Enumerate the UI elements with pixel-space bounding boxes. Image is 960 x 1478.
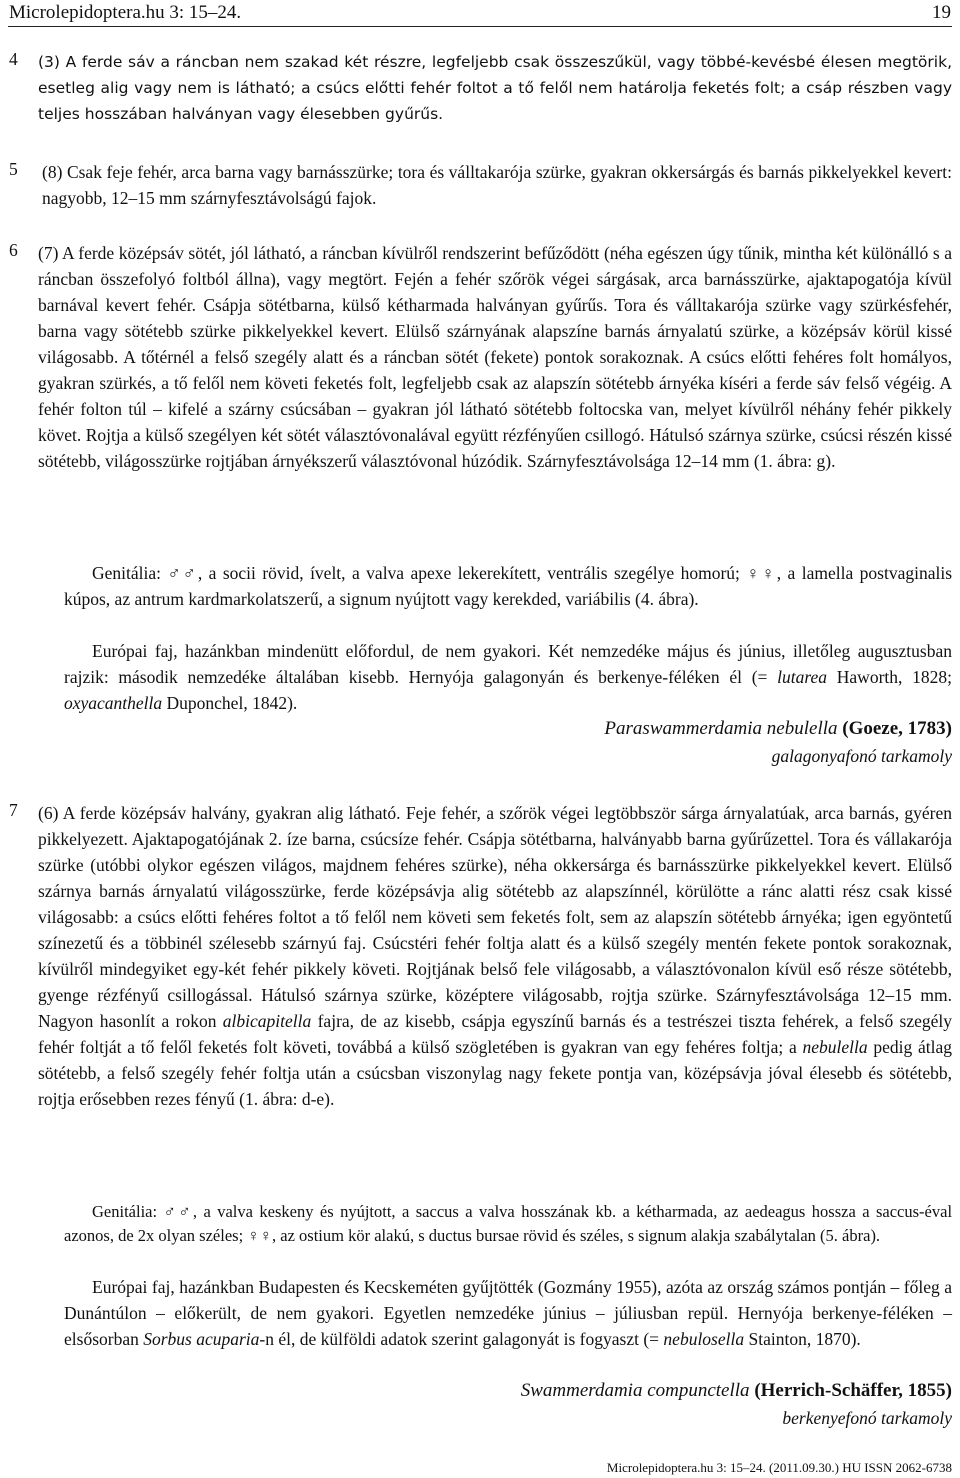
couplet-6-genitalia [64, 560, 952, 612]
genitalia-label: Genitália: [92, 1202, 158, 1221]
host-plant: Sorbus acuparia [143, 1329, 260, 1349]
couplet-number-5: 5 [9, 159, 18, 179]
species-name: Paraswammerdamia nebulella [604, 718, 838, 739]
page-number: 19 [932, 2, 951, 23]
species-heading-1 [604, 718, 952, 740]
common-name-2: berkenyefonó tarkamoly [782, 1408, 952, 1428]
genitalia-female-text: , az ostium kör alakú, s ductus bursae rövid és széles, s signum alakja szabálytalan (5. ábra). [272, 1226, 881, 1245]
synonym-1: lutarea [777, 667, 828, 687]
couplet-number-7: 7 [9, 800, 18, 820]
couplet-6-distribution [64, 638, 952, 716]
genitalia-label: Genitália: [92, 563, 162, 583]
species-author: (Herrich-Schäffer, 1855) [754, 1380, 952, 1401]
related-species-1: albicapitella [222, 1011, 312, 1031]
distribution-text-a: Európai faj, hazánkban Budapesten és Kecskeméten gyűjtötték (Gozmány 1955), azóta az ország számos pontján – főleg a Dunántúlon – előkerült, de nem gyakori. Egyetlen nemzedéke június – júliusban repül. Hernyója berkenye-féléken – elsősorban [64, 1277, 952, 1349]
synonym-1-author: Haworth, 1828; [836, 667, 952, 687]
male-symbol: ♂♂ [163, 1202, 193, 1221]
distribution-text-b: -n él, de külföldi adatok szerint galagonyát is fogyaszt (= [259, 1329, 660, 1349]
distribution-text: Európai faj, hazánkban mindenütt előfordul, de nem gyakori. Két nemzedéke május és június, illetőleg augusztusban rajzik: második nemzedéke általában kisebb. Hernyója galagonyán és berkenye-féléken él (= [64, 641, 952, 687]
female-symbol: ♀♀ [247, 1226, 273, 1245]
genitalia-male-text: , a socii rövid, ívelt, a valva apexe lekerekített, ventrális szegélye homorú; [197, 563, 740, 583]
couplet-7-text-c: pedig átlag sötétebb, a felső szegély fehér foltja után a csúcsban viszonylag nagy fekete pontja van, középsávja jóval élesebb és sötétebb, rojtja erősebben rezes fényű (1. ábra: d-e). [38, 1037, 953, 1109]
synonym-2-author: Duponchel, 1842). [166, 693, 298, 713]
synonym-1: nebulosella [663, 1329, 745, 1349]
male-symbol: ♂♂ [167, 563, 198, 583]
couplet-7-text-b: fajra, de az kisebb, csápja egyszínű barnás és a testrészei tiszta fehérek, a felső szegély fehér foltját a tő felől feketés folt követi, továbbá a külső szögletében is gyakran van egy fehéres foltja; a [38, 1011, 953, 1057]
common-name-1: galagonyafonó tarkamoly [771, 746, 952, 766]
couplet-7-genitalia [64, 1200, 952, 1248]
couplet-7-text [38, 800, 952, 1112]
header-rule [8, 26, 952, 27]
female-symbol: ♀♀ [746, 563, 777, 583]
couplet-5-text: (8) Csak feje fehér, arca barna vagy barnásszürke; tora és válltakarója szürke, gyakran okkersárgás és barnás pikkelyekkel kevert: nagyobb, 12–15 mm szárnyfesztávolságú fajok. [42, 162, 952, 208]
species-name: Swammerdamia compunctella [520, 1380, 750, 1401]
synonym-2: oxyacanthella [64, 693, 163, 713]
couplet-6-text: (7) A ferde középsáv sötét, jól látható, a ráncban kívülről rendszerint befűződött (néha egészen úgy tűnik, mintha két különálló s a ráncban összefolyó foltból állna), vagy megtört. Fején a fehér szőrök végei sárgásak, arca barnásszürke, ajaktapogatója kívül barnával kevert fehér. Csápja sötétbarna, külső kétharmada halványan gyűrűs. Tora és válltakarója szürke vagy szürkésfehér, barna vagy sötétebb szürke pikkelyekkel kevert. Elülső szárnyának alapszíne barnás árnyalatú szürke, a középsáv körül kissé világosabb. A tőtérnél a felső szegély alatt és a ráncban sötét (fekete) pontok sorakoznak. A csúcs előtti fehéres folt homályos, gyakran szürkés, a tő felől nem követi feketés folt, legfeljebb csak az alapszín sötétebb árnyéka kíséri a ferde sáv felső végéig. A fehér folton túl – kifelé a szárny csúcsában – gyakran jól látható sötétebb foltocska van, melyet kívülről néhány fehér pikkely követ. Rojtja a külső szegélyen két sötét választóvonalával együtt rézfényűen csillogó. Hátulsó szárnya szürke, csúcsi részén kissé sötétebb, világosszürke rojtjában árnyékszerű választóvonal húzódik. Szárnyfesztávolsága 12–14 mm (1. ábra: g). [38, 243, 952, 471]
running-header-journal: Microlepidoptera.hu 3: 15–24. [9, 2, 242, 23]
couplet-7-text-a: (6) A ferde középsáv halvány, gyakran alig látható. Feje fehér, a szőrök végei legtöbbször sárga árnyalatúak, arca barnás, gyéren pikkelyezett. Ajaktapogatójának 2. íze barna, csúcsíze fehér. Csápja sötétbarna, halványabb barna gyűrűzettel. Tora és vállakarója szürke (utóbbi olykor egészen világos, majdnem fehéres szürke), néha okkersárga és barnásszürke pikkelyekkel kevert. Elülső szárnya barnás árnyalatú világosszürke, ferde középsávja alig sötétebb az alapszínnél, körülötte a ránc alatti rész csak kissé világosabb: a csúcs előtti fehéres foltot a tő felől nem követi sem feketés folt, sem az alapszín sötétebb árnyéka; igen egyöntetű színezetű és a többinél szélesebb szárnyú faj. Csúcstéri fehér foltja alatt és a külső szegély mentén fekete pontok sorakoznak, kívülről mindegyiket egy-két fehér pikkely követi. Rojtjának belső fele világosabb, a választóvonalon kívül eső része sötétebb, gyenge rézfényű csillogással. Hátulsó szárnya szürke, középtere világosabb, rojtja szürke. Szárnyfesztávolsága 12–15 mm. Nagyon hasonlít a rokon [38, 803, 952, 1031]
genitalia-male-text: , a valva keskeny és nyújtott, a saccus a valva hosszának kb. a kétharmada, az aedeagus hossza a saccus-éval azonos, de 2x olyan széles; [64, 1202, 953, 1245]
species-author: (Goeze, 1783) [842, 718, 952, 739]
species-heading-2 [521, 1380, 952, 1402]
genitalia-female-text: , a lamella postvaginalis kúpos, az antrum kardmarkolatszerű, a signum nyújtott vagy kerekded, variábilis (4. ábra). [64, 563, 953, 609]
couplet-7-distribution [64, 1274, 952, 1352]
couplet-number-4: 4 [9, 49, 18, 69]
synonym-1-author: Stainton, 1870). [748, 1329, 861, 1349]
footer-citation: Microlepidoptera.hu 3: 15–24. (2011.09.30.) HU ISSN 2062-6738 [606, 1460, 952, 1475]
related-species-2: nebulella [802, 1037, 868, 1057]
couplet-4-text: (3) A ferde sáv a ráncban nem szakad két részre, legfeljebb csak összeszűkül, vagy többé-kevésbé élesen megtörik, esetleg alig vagy nem is látható; a csúcs előtti fehér foltot a tő felől nem határolja feketés folt; a csáp részben vagy teljes hosszában halványan vagy élesebben gyűrűs. [38, 53, 952, 123]
couplet-number-6: 6 [9, 240, 18, 260]
